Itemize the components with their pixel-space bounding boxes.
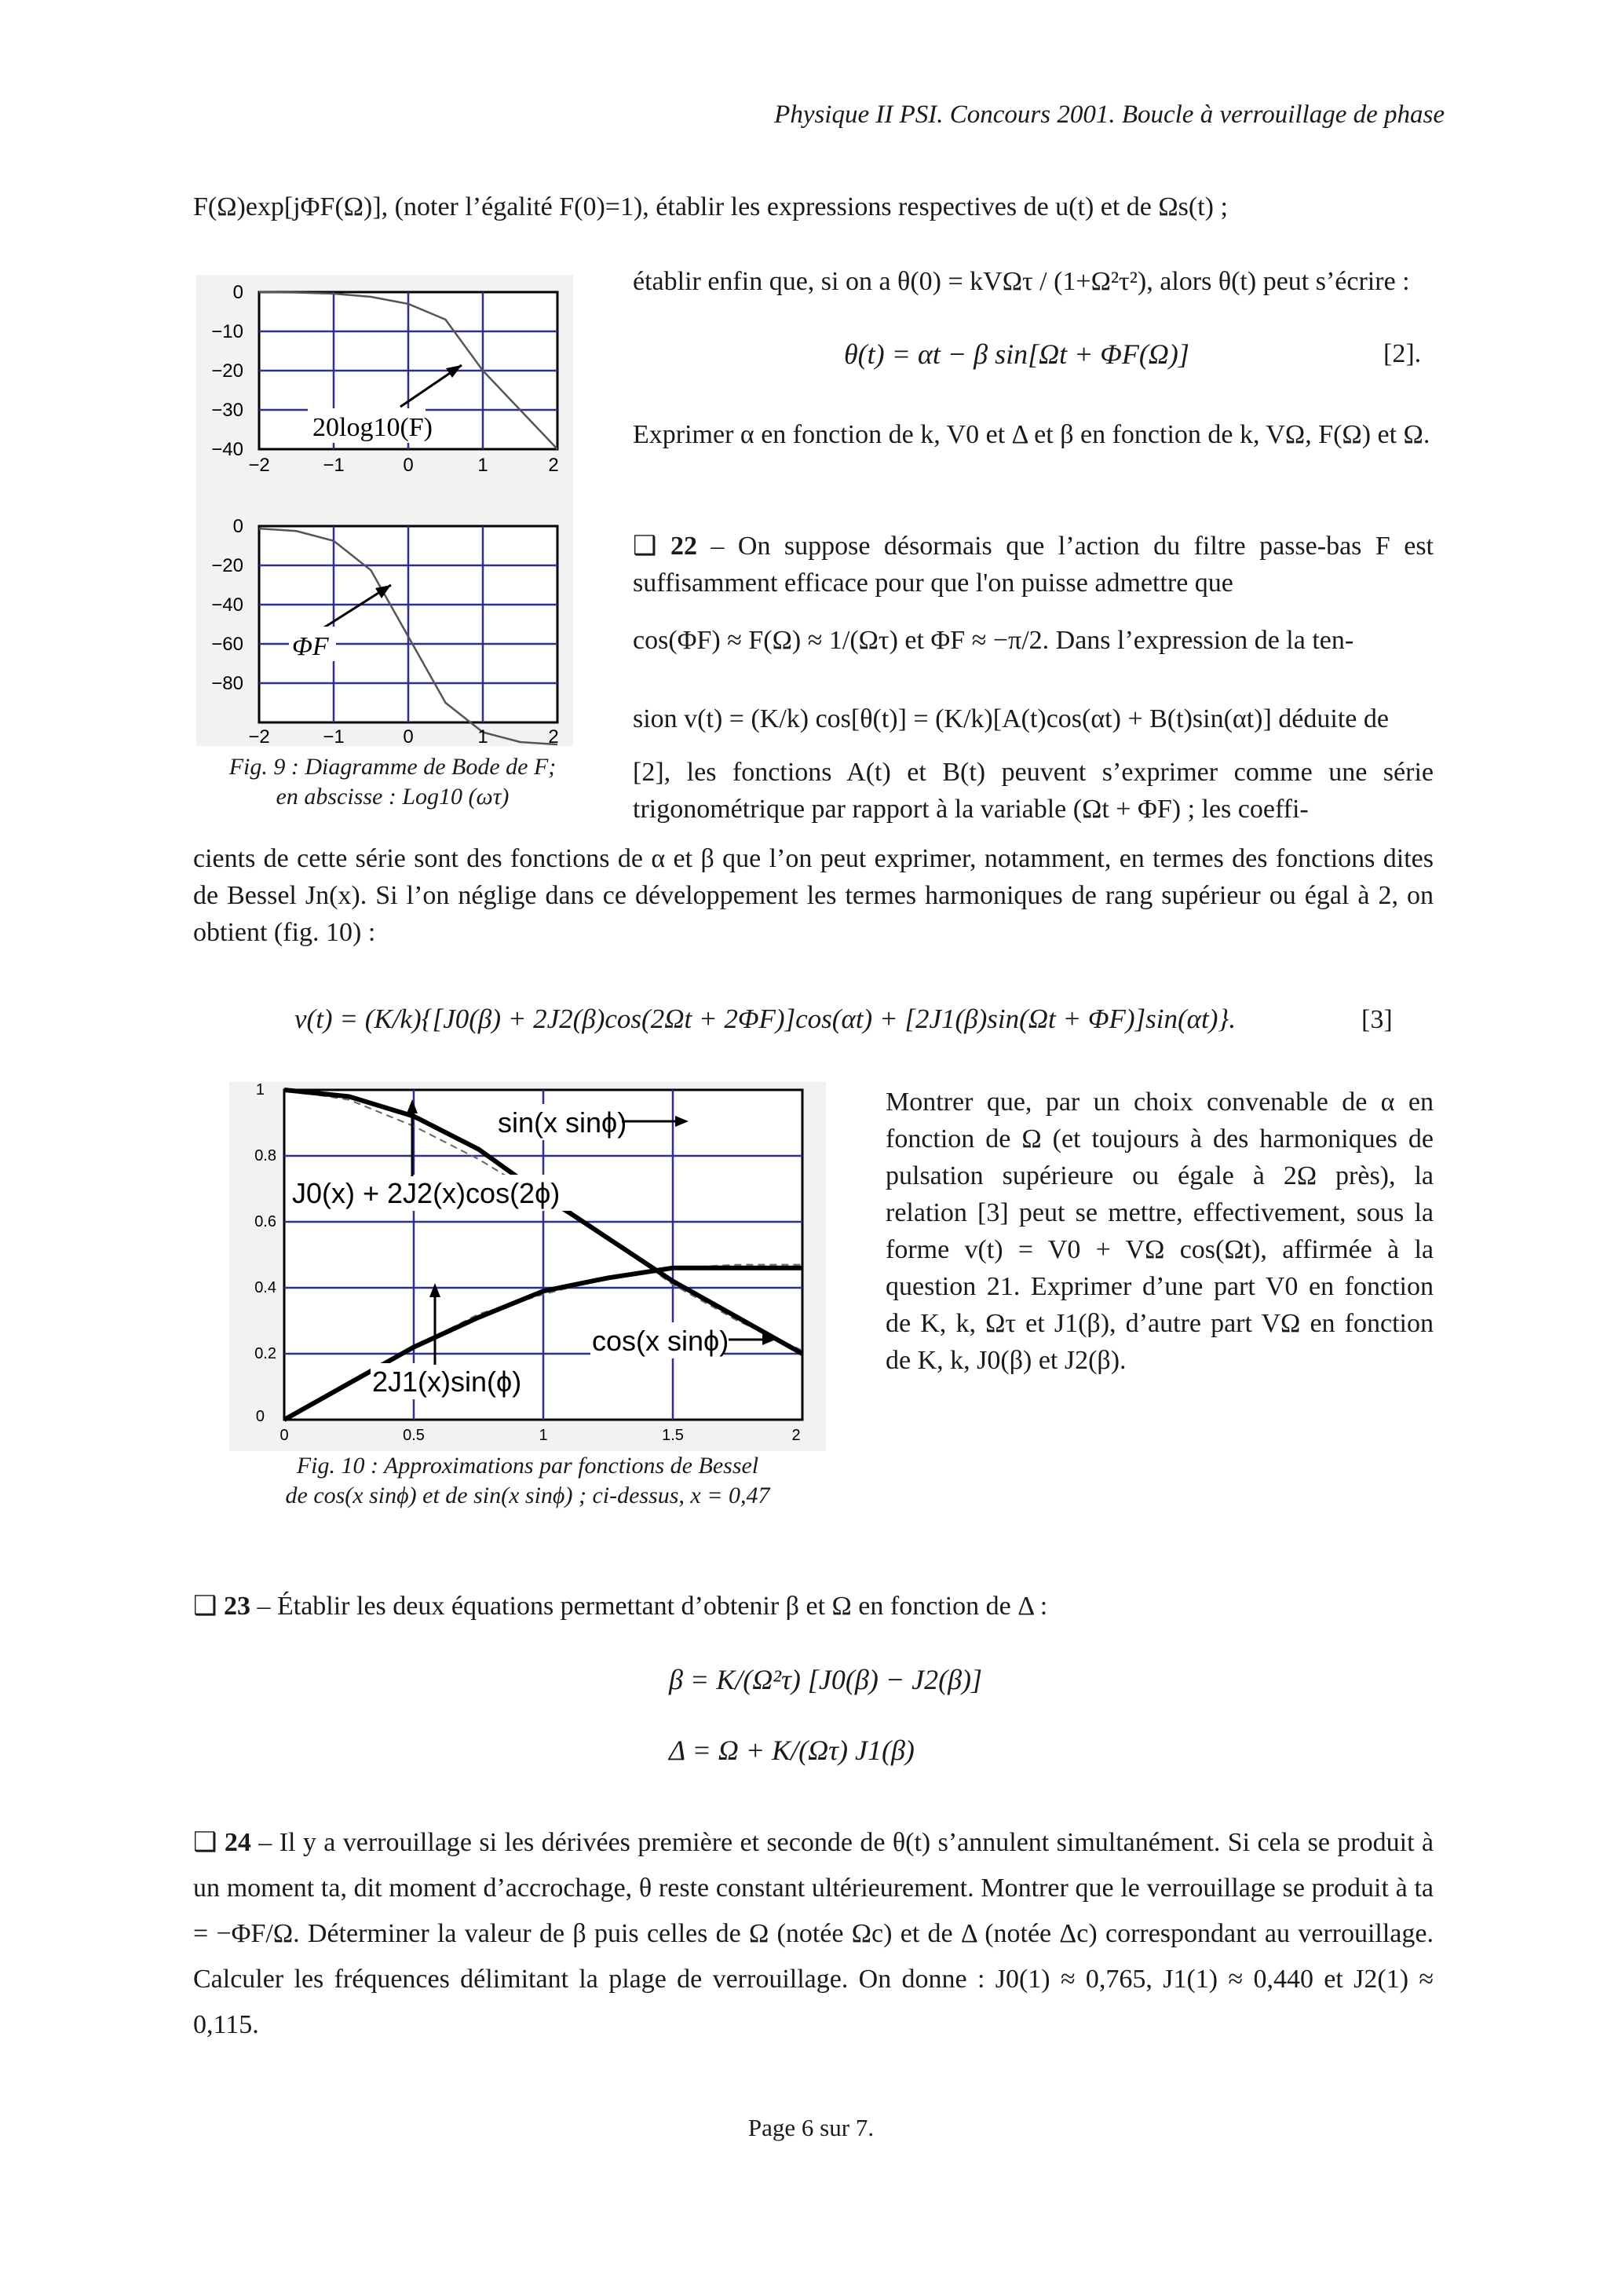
fig9-xtick: 0 xyxy=(403,455,414,476)
fig10-xtick: 0.5 xyxy=(403,1427,425,1444)
fig9-phase-panel xyxy=(211,516,558,746)
fig9-phase-ytick: 0 xyxy=(232,516,243,537)
fig10-caption xyxy=(221,1451,834,1511)
q23-marker: ❑ xyxy=(193,1592,217,1621)
fig9-gain-ytick: −20 xyxy=(211,360,243,382)
q24-text: – Il y a verrouillage si les dérivées première et seconde de θ(t) s’annulent simultanément. Si cela se produit à un moment ta, dit moment d’accrochage, θ reste constant ultérieurement. Montrer que le verrouillage se produit à ta = −ΦF/Ω. Déterminer la valeur de β puis celles de Ω (notée Ωc) et de Δ (notée Δc) correspondant au verrouillage. Calculer les fréquences délimitant la plage de verrouillage. On donne : J0(1) ≈ 0,765, J1(1) ≈ 0,440 et J2(1) ≈ 0,115. xyxy=(193,1828,1434,2039)
fig9-xtick: −1 xyxy=(323,455,345,476)
q23-intro xyxy=(193,1588,1434,1625)
fig9-xtick: 2 xyxy=(548,455,559,476)
fig10-caption-line1: Fig. 10 : Approximations par fonctions de Bessel xyxy=(296,1453,759,1479)
q22-text4: [2], les fonctions A(t) et B(t) peuvent s’exprimer comme une série trigonométrique par rapport à la variable (Ωt + ΦF) ; les coeffi- xyxy=(633,758,1434,824)
intro-line: F(Ω)exp[jΦF(Ω)], (noter l’égalité F(0)=1), établir les expressions respectives de u(t) et de Ωs(t) ; xyxy=(193,192,1228,221)
q23-text: – Établir les deux équations permettant d’obtenir β et Ω en fonction de Δ : xyxy=(257,1592,1048,1621)
fig10-label-sin: sin(x sinϕ) xyxy=(498,1106,627,1139)
fig10-ytick: 0.2 xyxy=(254,1345,276,1362)
fig10-bessel-plot xyxy=(229,1082,826,1451)
eq2-label: [2]. xyxy=(1383,339,1422,368)
fig9-phase-ytick: −60 xyxy=(211,634,243,655)
fig10-label-bessel-even: J0(x) + 2J2(x)cos(2ϕ) xyxy=(292,1177,561,1209)
page-number: Page 6 sur 7. xyxy=(747,2114,875,2141)
q23-eq-a: β = K/(Ω²τ) [J0(β) − J2(β)] xyxy=(669,1664,983,1695)
fig10-ytick: 0.4 xyxy=(254,1279,276,1296)
fig9-phase-ytick: −80 xyxy=(211,673,243,694)
q22-text3: sion v(t) = (K/k) cos[θ(t)] = (K/k)[A(t)cos(αt) + B(t)sin(αt)] déduite de xyxy=(633,704,1389,733)
fig9-bode-diagram xyxy=(196,275,573,746)
fig9-xtick: −2 xyxy=(248,726,270,746)
fig10-xtick: 1 xyxy=(539,1427,548,1444)
fig9-xtick: 2 xyxy=(548,726,559,746)
fig9-caption-line2: en abscisse : Log10 (ωτ) xyxy=(276,784,510,810)
fig10-ytick: 0 xyxy=(255,1408,265,1425)
fig9-xtick: 1 xyxy=(477,455,488,476)
fig9-gain-label: 20log10(F) xyxy=(312,413,433,442)
fig9-gain-ytick: −30 xyxy=(211,400,243,421)
fig9-xtick: −2 xyxy=(248,455,270,476)
fig9-gain-ytick: −10 xyxy=(211,321,243,342)
q22-marker: ❑ xyxy=(633,532,657,561)
fig10-xtick: 1.5 xyxy=(662,1427,684,1444)
fig9-phase-ytick: −20 xyxy=(211,555,243,576)
eq3-formula: v(t) = (K/k){[J0(β) + 2J2(β)cos(2Ωt + 2ΦF)]cos(αt) + [2J1(β)sin(Ωt + ΦF)]sin(αt)}. xyxy=(294,1004,1237,1034)
q22-intro xyxy=(633,528,1434,601)
q21-express: Exprimer α en fonction de k, V0 et Δ et β en fonction de k, VΩ, F(Ω) et Ω. xyxy=(633,420,1430,449)
fig10-ytick: 0.8 xyxy=(254,1147,276,1164)
q22-text1: – On suppose désormais que l’action du filtre passe-bas F est suffisamment efficace pour que l'on puisse admettre que xyxy=(633,532,1434,598)
running-header: Physique II PSI. Concours 2001. Boucle à verrouillage de phase xyxy=(774,101,1445,129)
q21-theta-intro: établir enfin que, si on a θ(0) = kVΩτ / (1+Ω²τ²), alors θ(t) peut s’écrire : xyxy=(633,267,1410,296)
fig10-xtick: 0 xyxy=(279,1427,289,1444)
fig9-gain-ytick: −40 xyxy=(211,439,243,460)
eq2-formula: θ(t) = αt − β sin[Ωt + ΦF(Ω)] xyxy=(844,338,1189,370)
fig9-gain-panel xyxy=(211,282,558,476)
fig10-caption-line2: de cos(x sinϕ) et de sin(x sinϕ) ; ci-dessus, x = 0,47 xyxy=(285,1483,770,1508)
q22-number: 22 xyxy=(670,532,697,561)
fig10-ytick: 1 xyxy=(255,1082,265,1099)
fig9-caption-line1: Fig. 9 : Diagramme de Bode de F; xyxy=(228,754,557,780)
fig10-label-bessel-odd: 2J1(x)sin(ϕ) xyxy=(372,1366,522,1398)
fig9-caption xyxy=(196,752,589,812)
fig9-phase-ytick: −40 xyxy=(211,594,243,616)
fig9-xtick: 0 xyxy=(403,726,414,746)
q22-text2: cos(ΦF) ≈ F(Ω) ≈ 1/(Ωτ) et ΦF ≈ −π/2. Dans l’expression de la ten- xyxy=(633,626,1354,655)
q23-eq-b: Δ = Ω + K/(Ωτ) J1(β) xyxy=(669,1735,915,1766)
q24-number: 24 xyxy=(224,1828,251,1857)
q24-marker: ❑ xyxy=(193,1828,217,1857)
fig9-xtick: −1 xyxy=(323,726,345,746)
q24-paragraph xyxy=(193,1820,1434,2048)
fig9-phase-label: ΦF xyxy=(292,632,329,661)
fig10-ytick: 0.6 xyxy=(254,1213,276,1230)
q23-number: 23 xyxy=(223,1592,250,1621)
q22-show: Montrer que, par un choix convenable de α en fonction de Ω (et toujours à des harmoniques de pulsation supérieure ou égale à 2Ω près), la relation [3] peut se mettre, effectivement, sous la forme v(t) = V0 + VΩ cos(Ωt), affirmée à la question 21. Exprimer d’une part V0 en fonction de K, k, Ωτ et J1(β), d’autre part VΩ en fonction de K, k, J0(β) et J2(β). xyxy=(886,1088,1434,1375)
fig10-xtick: 2 xyxy=(791,1427,801,1444)
fig9-gain-ytick: 0 xyxy=(232,282,243,303)
fig10-label-cos: cos(x sinϕ) xyxy=(592,1325,729,1357)
q22-text5: cients de cette série sont des fonctions de α et β que l’on peut exprimer, notamment, en termes des fonctions dites de Bessel Jn(x). Si l’on néglige dans ce développement les termes harmoniques de rang supérieur ou égal à 2, on obtient (fig. 10) : xyxy=(193,844,1434,947)
fig9-xtick: 1 xyxy=(477,726,488,746)
eq3-label: [3] xyxy=(1361,1005,1393,1034)
